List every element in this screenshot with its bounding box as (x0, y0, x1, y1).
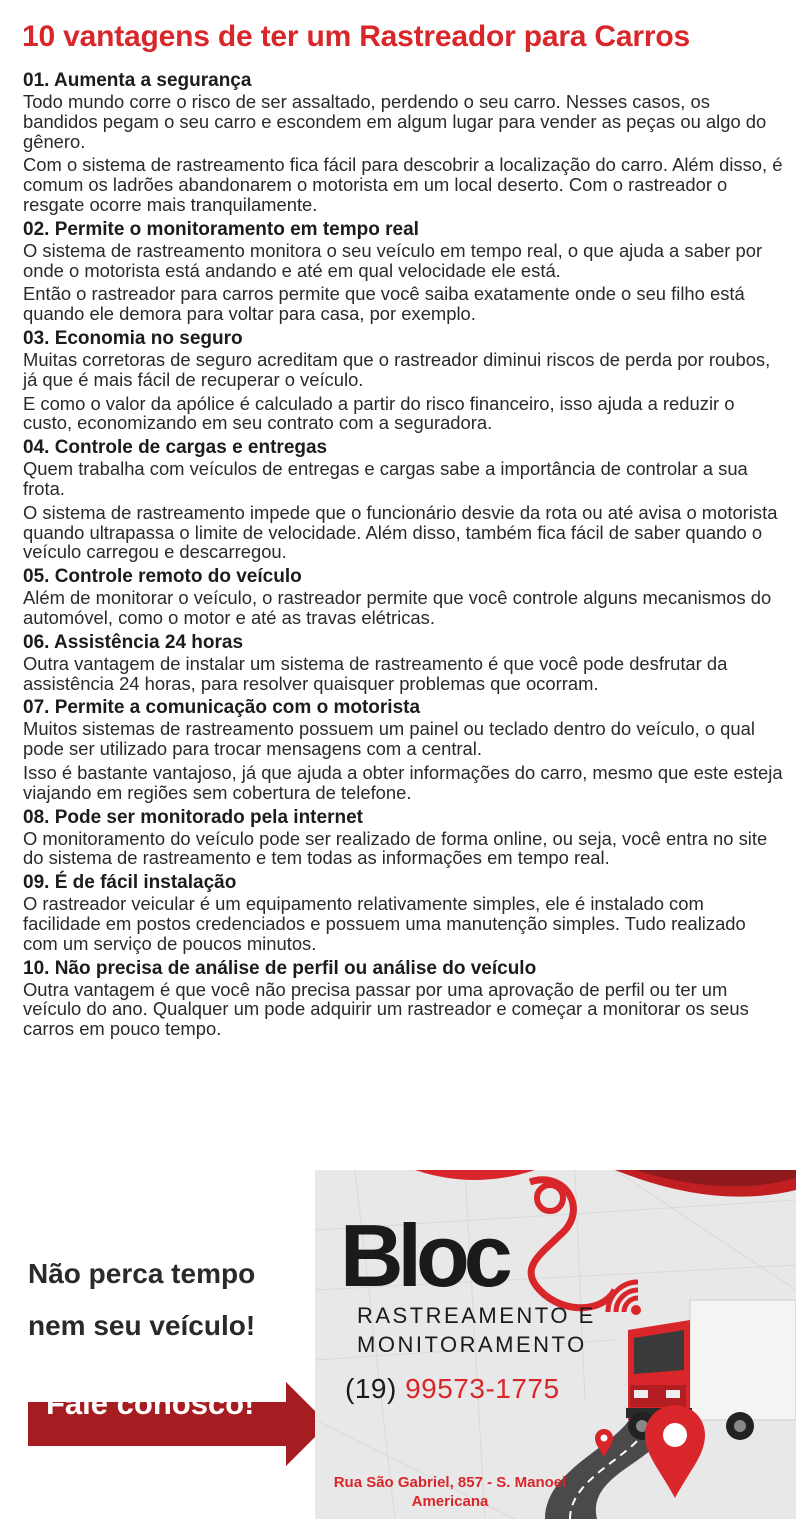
section-02 (23, 219, 783, 324)
tagline-line-2: MONITORAMENTO (357, 1332, 587, 1357)
section-06 (23, 632, 783, 694)
section-paragraph: O monitoramento do veículo pode ser realizado de forma online, ou seja, você entra no site do sistema de rastreamento e tem todas as informações em tempo real. (23, 827, 768, 869)
section-heading: 01. Aumenta a segurança (23, 70, 252, 91)
phone-number[interactable] (345, 1373, 560, 1405)
section-10 (23, 958, 783, 1039)
cta-button-label[interactable]: Fale conosco! (46, 1386, 255, 1421)
section-paragraph: Todo mundo corre o risco de ser assaltado, perdendo o seu carro. Nesses casos, os bandidos pegam o seu carro e escondem em algum lugar para vender as peças ou algo do gênero. (23, 91, 767, 152)
section-09 (23, 872, 783, 953)
advertisement-card (315, 1170, 796, 1519)
section-heading: 06. Assistência 24 horas (23, 631, 244, 653)
slogan-line-1: Não perca tempo (28, 1258, 256, 1289)
brand-logo: Bloc (340, 1206, 507, 1305)
section-paragraph: Além de monitorar o veículo, o rastreador permite que você controle alguns mecanismos do automóvel, como o motor e até as travas elétricas. (23, 587, 772, 628)
section-paragraph: O rastreador veicular é um equipamento relativamente simples, ele é instalado com facilidade em postos credenciados e possuem uma manutenção simples. Tudo realizado com um serviço de poucos minutos. (23, 893, 746, 954)
address-line-1: Rua São Gabriel, 857 - S. Manoel (333, 1474, 567, 1491)
section-08 (23, 807, 783, 869)
section-heading: 02. Permite o monitoramento em tempo real (23, 218, 419, 240)
tagline-line-1: RASTREAMENTO E (357, 1303, 596, 1328)
section-paragraph: O sistema de rastreamento impede que o funcionário desvie da rota ou até avisa o motorista quando ultrapassa o limite de velocidade. Além disso, também fica fácil de saber quando o veículo carregou e descarregou. (23, 501, 778, 563)
section-05 (23, 566, 783, 628)
section-paragraph: Outra vantagem de instalar um sistema de rastreamento é que você pode desfrutar da assistência 24 horas, para resolver quaisquer problemas que ocorram. (23, 652, 728, 694)
section-heading: 05. Controle remoto do veículo (23, 566, 302, 588)
section-paragraph: E como o valor da apólice é calculado a partir do risco financeiro, isso ajuda a reduzir o custo, economizando em seu contrato com a seguradora. (23, 392, 735, 434)
slogan-line-2: nem seu veículo! (28, 1310, 256, 1341)
section-heading: 08. Pode ser monitorado pela internet (23, 806, 363, 828)
section-paragraph: Muitos sistemas de rastreamento possuem um painel ou teclado dentro do veículo, o qual pode ser utilizado para trocar mensagens com a central. (23, 718, 755, 760)
page-title: 10 vantagens de ter um Rastreador para Carros (22, 20, 690, 53)
address-line-2: Americana (411, 1493, 489, 1510)
phone-area-code: (19) (345, 1373, 397, 1404)
section-heading: 03. Economia no seguro (23, 327, 243, 349)
section-paragraph: Quem trabalha com veículos de entregas e cargas sabe a importância de controlar a sua frota. (23, 458, 748, 499)
small-location-pin-icon (593, 1428, 615, 1458)
section-paragraph: O sistema de rastreamento monitora o seu veículo em tempo real, o que ajuda a saber por onde o motorista está andando e até em qual velocidade ele está. (23, 239, 763, 281)
section-heading: 10. Não precisa de análise de perfil ou análise do veículo (23, 957, 537, 979)
section-heading: 04. Controle de cargas e entregas (23, 437, 328, 459)
section-paragraph: Muitas corretoras de seguro acreditam que o rastreador diminui riscos de perda por roubos, já que é mais fácil de recuperar o veículo. (23, 348, 771, 390)
location-pin-icon (640, 1400, 710, 1500)
section-paragraph: Então o rastreador para carros permite que você saiba exatamente onde o seu filho está quando ele demora para voltar para casa, por exemplo. (23, 283, 745, 325)
section-01 (23, 70, 783, 215)
section-paragraph: Com o sistema de rastreamento fica fácil para descobrir a localização do carro. Além disso, é comum os ladrões abandonarem o motorista em um local deserto. Com o rastreador o resgate ocorre mais tranquilamente. (23, 154, 783, 215)
section-07 (23, 697, 783, 802)
section-paragraph: Isso é bastante vantajoso, já que ajuda a obter informações do carro, mesmo que este esteja viajando em regiões sem cobertura de telefone. (23, 761, 783, 803)
section-03 (23, 328, 783, 433)
article-body (23, 70, 783, 1043)
section-04 (23, 437, 783, 562)
phone-digits: 99573-1775 (405, 1373, 560, 1404)
section-paragraph: Outra vantagem é que você não precisa passar por uma aprovação de perfil ou ter um veículo do ano. Qualquer um pode adquirir um rastreador e começar a monitorar os seus carros em pouco tempo. (23, 978, 749, 1040)
section-heading: 07. Permite a comunicação com o motorista (23, 697, 421, 719)
section-heading: 09. É de fácil instalação (23, 872, 237, 894)
